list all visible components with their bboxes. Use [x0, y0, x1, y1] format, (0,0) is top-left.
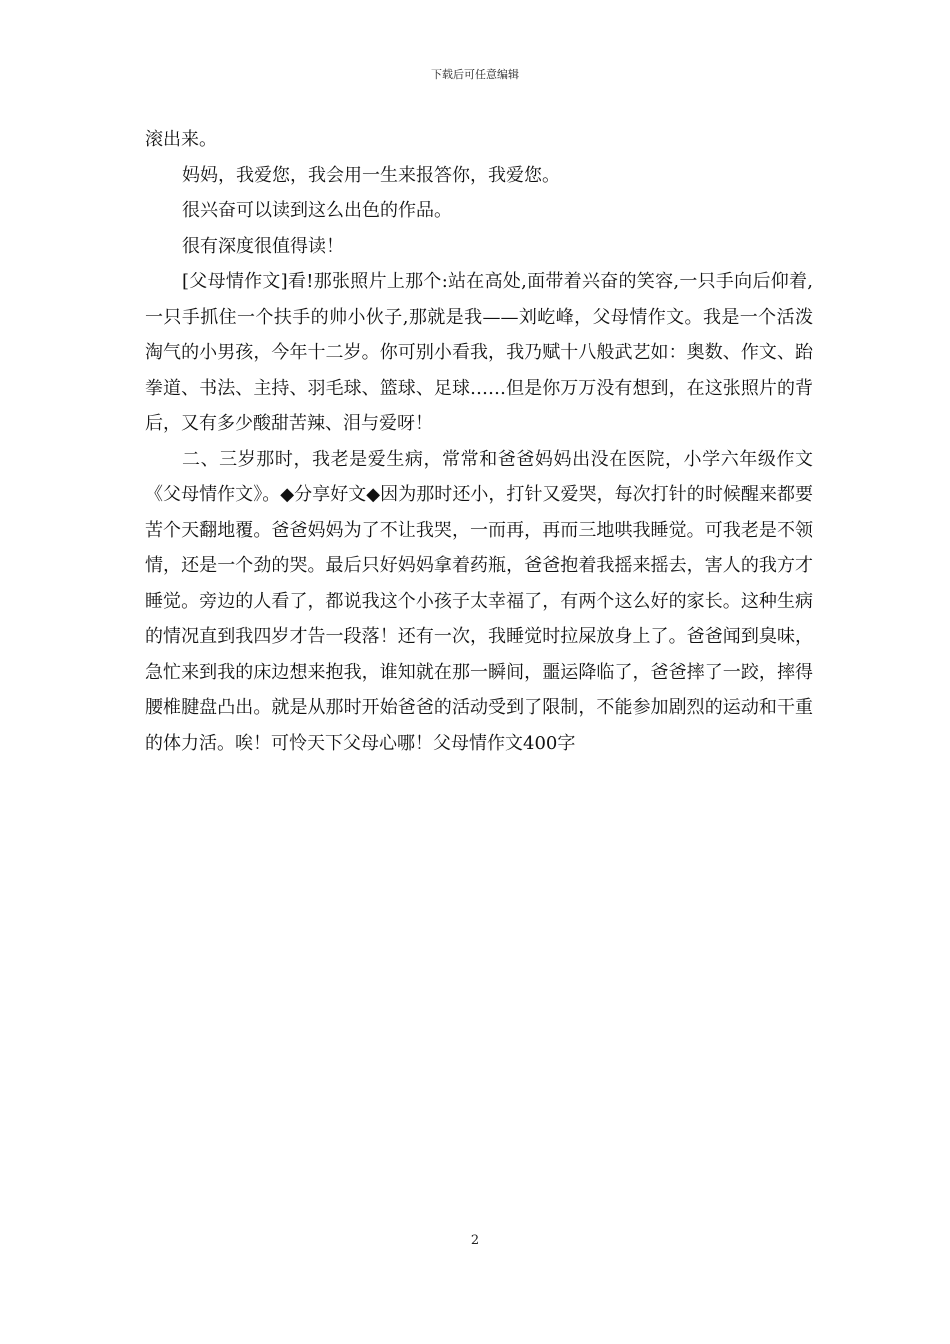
paragraph: 二、三岁那时，我老是爱生病，常常和爸爸妈妈出没在医院，小学六年级作文《父母情作文》。◆分享好文◆因为那时还小，打针又爱哭，每次打针的时候醒来都要苦个天翻地覆。爸爸妈妈为了不让我哭，一而再，再而三地哄我睡觉。可我老是不领情，还是一个劲的哭。最后只好妈妈拿着药瓶，爸爸抱着我摇来摇去，害人的我方才睡觉。旁边的人看了，都说我这个小孩子太幸福了，有两个这么好的家长。这种生病的情况直到我四岁才告一段落！还有一次，我睡觉时拉屎放身上了。爸爸闻到臭味，急忙来到我的床边想来抱我，谁知就在那一瞬间，噩运降临了，爸爸摔了一跤，摔得腰椎腱盘凸出。就是从那时开始爸爸的活动受到了限制，不能参加剧烈的运动和干重的体力活。唉！可怜天下父母心哪！父母情作文400字 [145, 448, 813, 754]
paragraph: 很兴奋可以读到这么出色的作品。 [182, 200, 452, 221]
paragraph: [父母情作文]看!那张照片上那个:站在高处,面带着兴奋的笑容,一只手向后仰着,一只手抓住一个扶手的帅小伙子,那就是我——刘屹峰，父母情作文。我是一个活泼淘气的小男孩，今年十二岁。你可别小看我，我乃赋十八般武艺如：奥数、作文、跆拳道、书法、主持、羽毛球、篮球、足球……但是你万万没有想到，在这张照片的背后，又有多少酸甜苦辣、泪与爱呀！ [145, 271, 813, 434]
page-header: 下载后可任意编辑 [431, 68, 519, 81]
paragraph: 很有深度很值得读！ [182, 235, 344, 257]
page-number: 2 [470, 1233, 480, 1248]
paragraph: 妈妈，我爱您，我会用一生来报答你，我爱您。 [182, 164, 560, 186]
document-body [145, 122, 813, 761]
paragraph-continuation: 滚出来。 [145, 129, 217, 150]
